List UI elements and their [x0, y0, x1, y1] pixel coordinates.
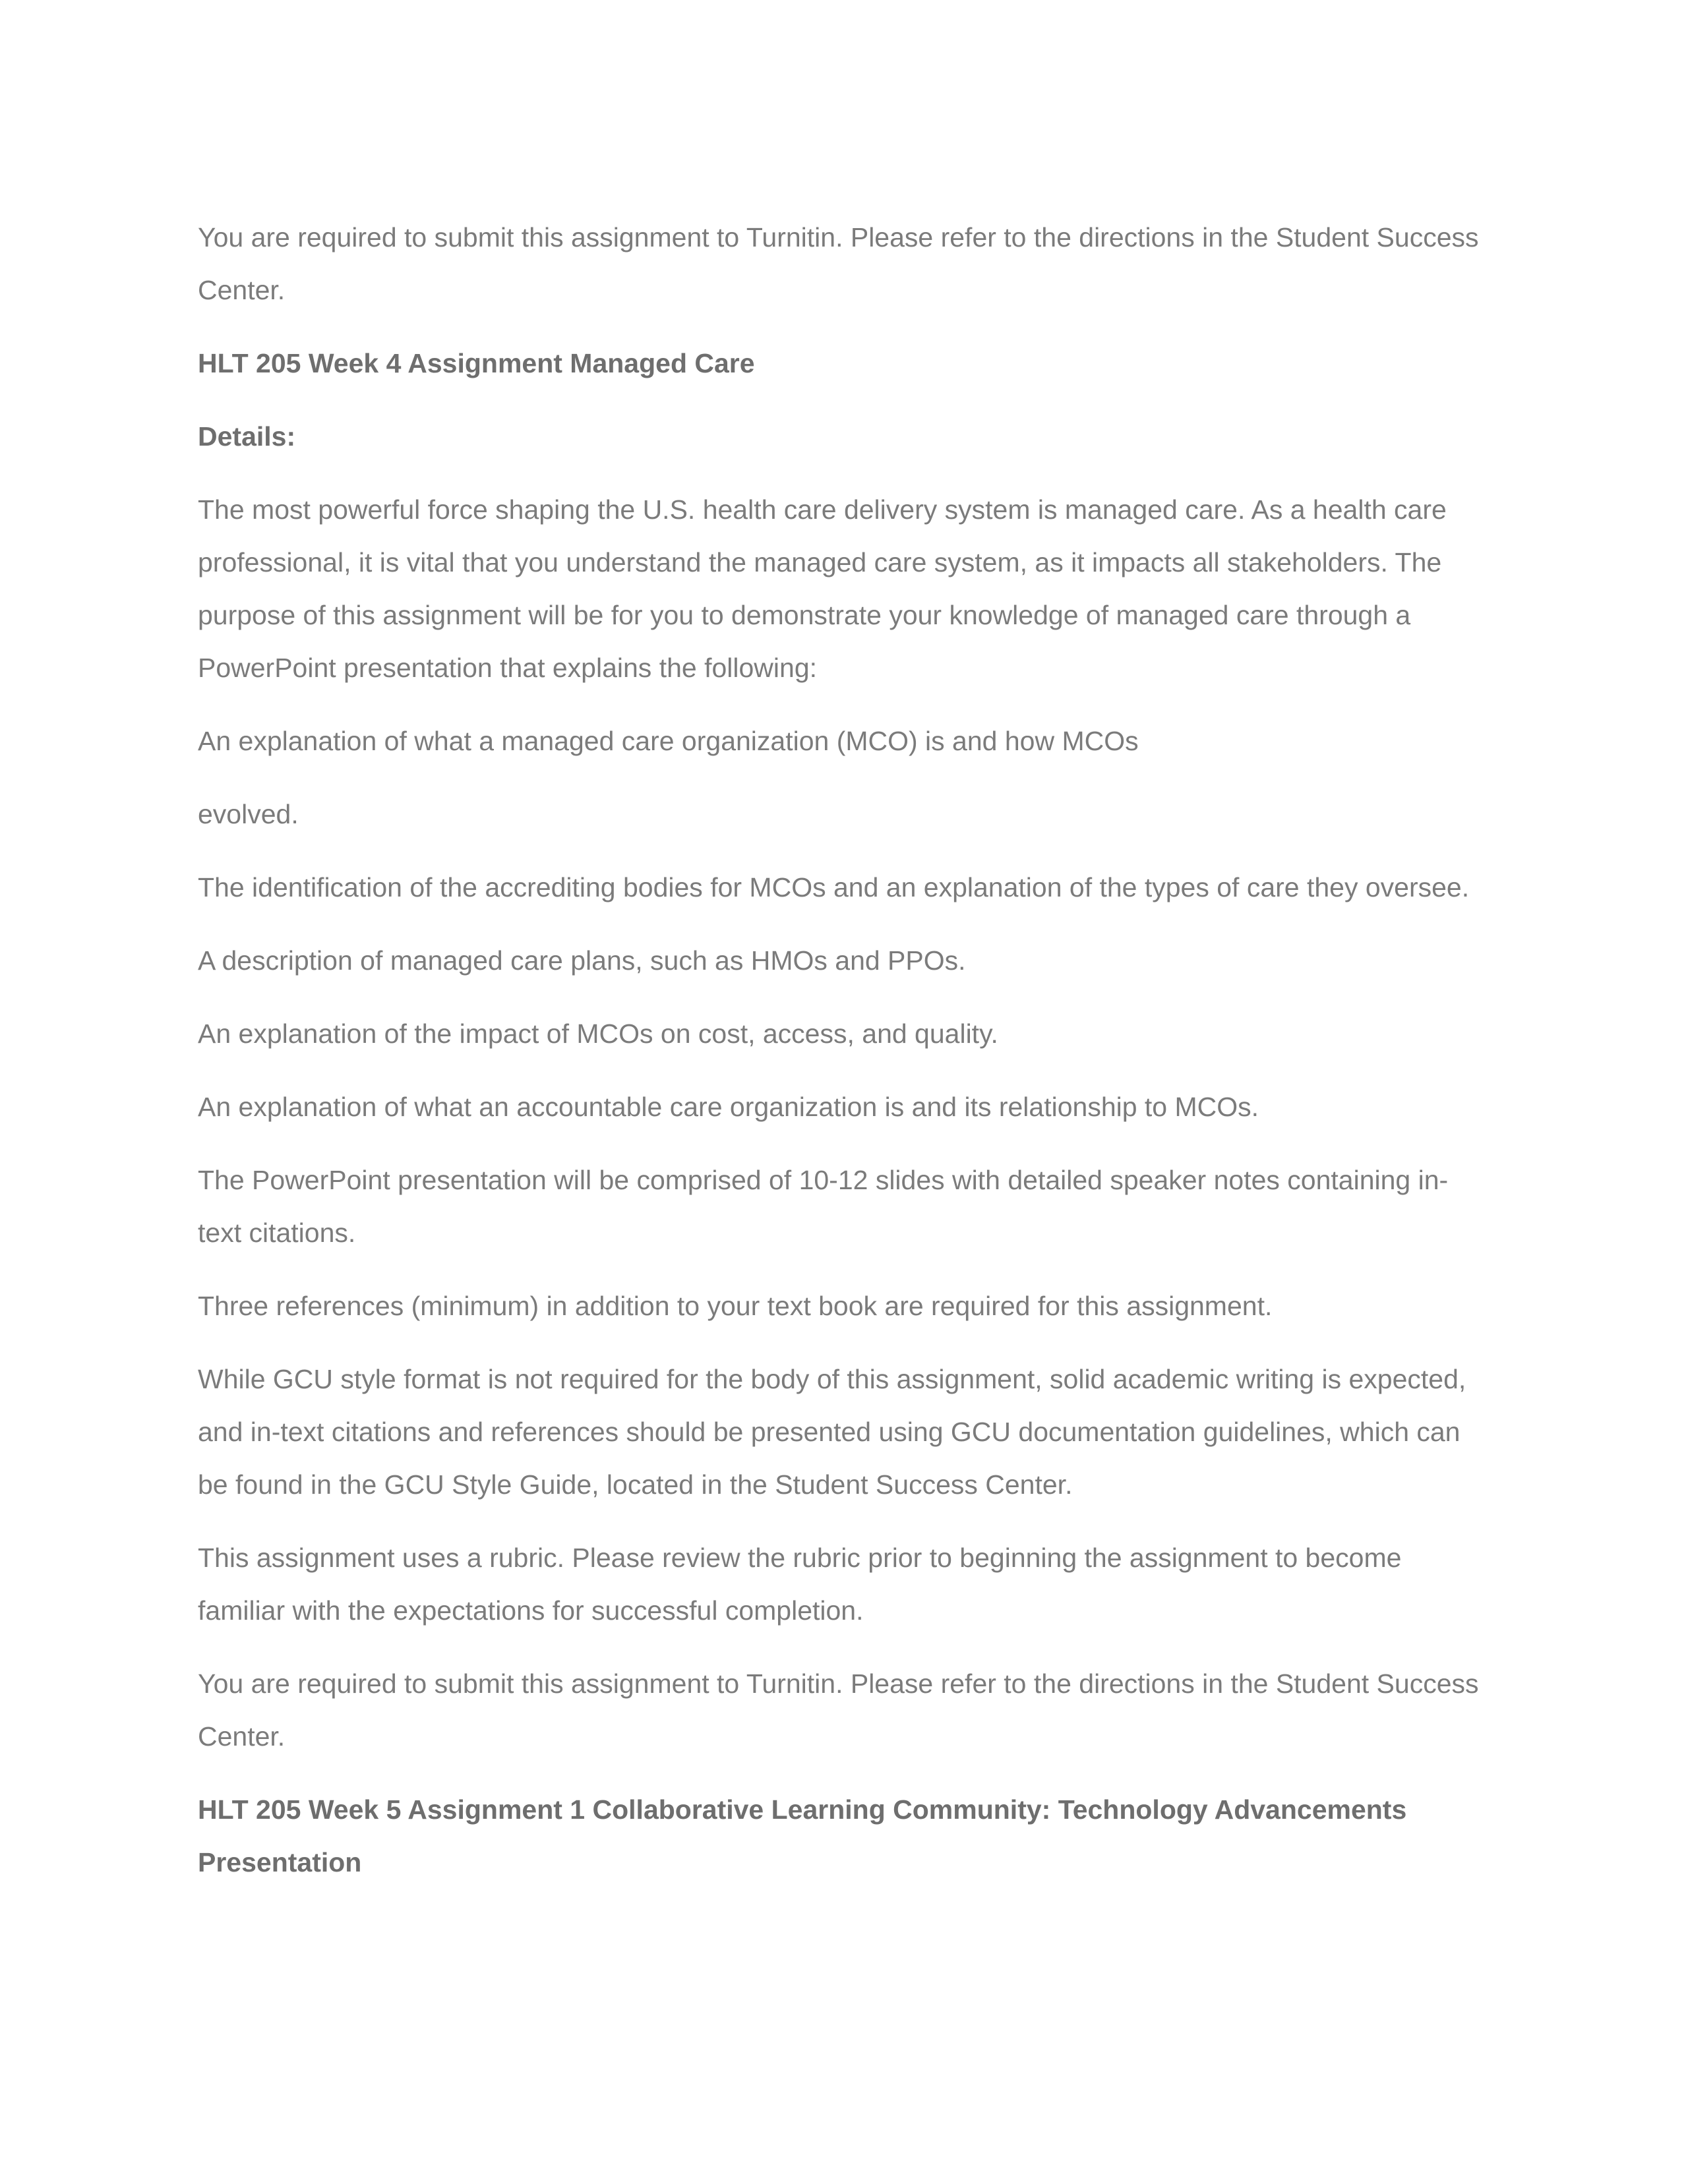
document-body	[198, 211, 1490, 1909]
paragraph-gcu-style: While GCU style format is not required for the body of this assignment, solid academic writing is expected, and in-text citations and references should be presented using GCU documentation guidelines, which can be found in the GCU Style Guide, located in the Student Success Center.	[198, 1364, 1466, 1500]
paragraph-turnitin-notice: You are required to submit this assignment to Turnitin. Please refer to the directions in the Student Success Center.	[198, 222, 1479, 305]
paragraph-rubric: This assignment uses a rubric. Please review the rubric prior to beginning the assignment to become familiar with the expectations for successful completion.	[198, 1543, 1402, 1626]
paragraph-requirement-mco: An explanation of what a managed care organization (MCO) is and how MCOs	[198, 726, 1139, 756]
paragraph-slides: The PowerPoint presentation will be comprised of 10-12 slides with detailed speaker notes containing in-text citations.	[198, 1165, 1449, 1248]
heading-details: Details:	[198, 421, 296, 452]
paragraph-turnitin-notice-2: You are required to submit this assignment to Turnitin. Please refer to the directions in the Student Success Center.	[198, 1668, 1479, 1752]
paragraph-references: Three references (minimum) in addition to your text book are required for this assignment.	[198, 1291, 1273, 1321]
paragraph-requirement-impact: An explanation of the impact of MCOs on cost, access, and quality.	[198, 1018, 998, 1049]
paragraph-requirement-accrediting: The identification of the accrediting bodies for MCOs and an explanation of the types of care they oversee.	[198, 872, 1470, 902]
paragraph-requirement-aco: An explanation of what an accountable care organization is and its relationship to MCOs.	[198, 1092, 1259, 1122]
heading-week4-assignment: HLT 205 Week 4 Assignment Managed Care	[198, 348, 755, 378]
paragraph-intro: The most powerful force shaping the U.S. health care delivery system is managed care. As a health care professional, it is vital that you understand the managed care system, as it impacts all stakeholders. The purpose of this assignment will be for you to demonstrate your knowledge of managed care through a PowerPoint presentation that explains the following:	[198, 494, 1447, 683]
heading-week5-assignment: HLT 205 Week 5 Assignment 1 Collaborative Learning Community: Technology Advancements Presentation	[198, 1794, 1407, 1877]
paragraph-requirement-plans: A description of managed care plans, such as HMOs and PPOs.	[198, 945, 966, 976]
paragraph-requirement-evolved: evolved.	[198, 799, 299, 829]
